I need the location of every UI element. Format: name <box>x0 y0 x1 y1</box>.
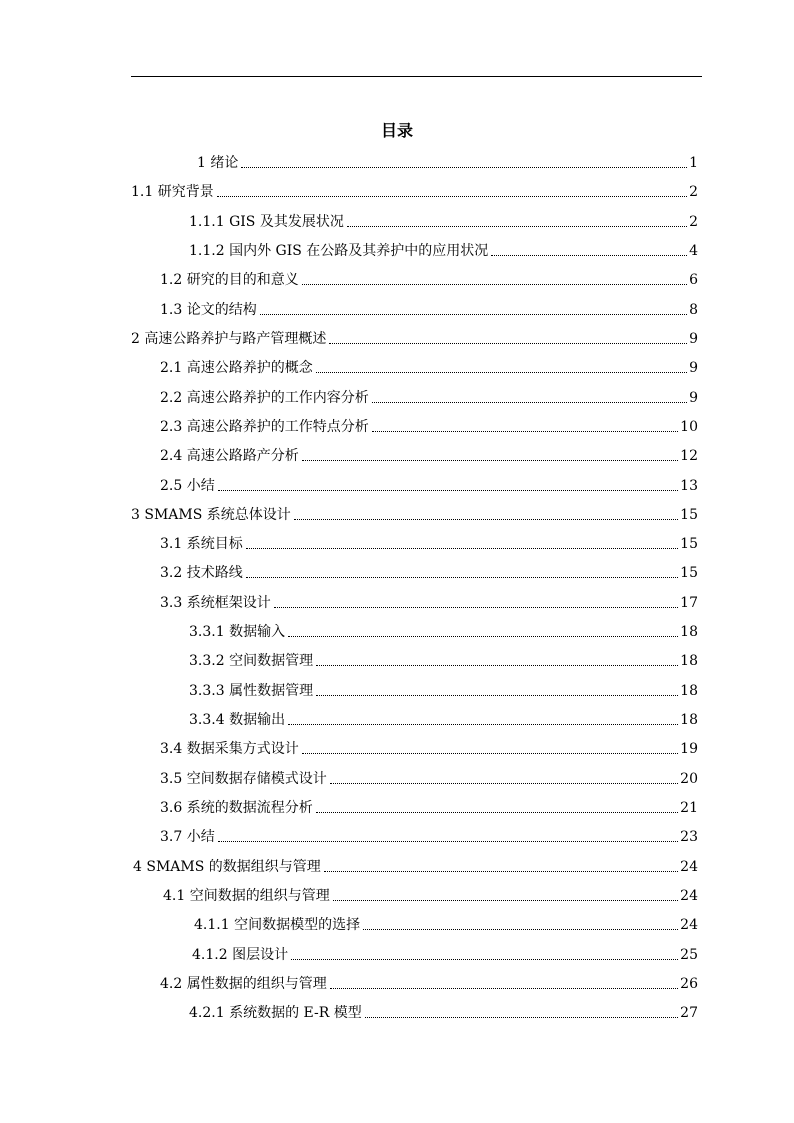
toc-entry[interactable] <box>160 560 698 582</box>
toc-entry-page-number: 19 <box>680 741 698 758</box>
toc-entry-label: 2 高速公路养护与路产管理概述 <box>131 330 327 347</box>
toc-dot-leader <box>324 871 678 872</box>
toc-entry-label: 4.1.1 空间数据模型的选择 <box>194 917 361 934</box>
toc-entry-label: 3.5 空间数据存储模式设计 <box>160 770 327 787</box>
toc-entry-page-number: 24 <box>680 888 698 904</box>
toc-dot-leader <box>333 900 678 901</box>
toc-entry[interactable] <box>192 942 698 964</box>
toc-entry[interactable] <box>194 912 698 934</box>
toc-dot-leader <box>316 372 687 373</box>
toc-entry-label: 4 SMAMS 的数据组织与管理 <box>133 858 321 875</box>
toc-entry[interactable] <box>189 707 698 729</box>
toc-entry-page-number: 6 <box>689 272 698 289</box>
toc-entry[interactable] <box>160 297 698 319</box>
toc-entry-page-number: 18 <box>680 653 698 670</box>
toc-entry-page-number: 23 <box>680 829 698 846</box>
toc-entry-page-number: 9 <box>689 330 698 347</box>
toc-entry-label: 4.1.2 图层设计 <box>192 946 289 963</box>
toc-entry[interactable] <box>189 209 698 231</box>
toc-entry-label: 3.7 小结 <box>160 829 215 846</box>
toc-entry-label: 4.2.1 系统数据的 E-R 模型 <box>189 1005 362 1022</box>
toc-entry[interactable] <box>133 854 698 876</box>
toc-entry-label: 2.3 高速公路养护的工作特点分析 <box>160 418 369 435</box>
toc-entry[interactable] <box>189 648 698 670</box>
toc-entry-page-number: 18 <box>680 624 698 641</box>
toc-entry-label: 3.3.1 数据输入 <box>189 624 286 641</box>
toc-entry-page-number: 9 <box>689 360 698 377</box>
toc-entry-page-number: 27 <box>680 1005 698 1022</box>
toc-dot-leader <box>246 577 678 578</box>
toc-dot-leader <box>365 1017 678 1018</box>
toc-entry-page-number: 15 <box>680 536 698 553</box>
toc-entry-page-number: 1 <box>689 155 698 171</box>
toc-entry[interactable] <box>160 766 698 788</box>
toc-entry[interactable] <box>160 355 698 377</box>
toc-entry-label: 1.1 研究背景 <box>131 184 214 201</box>
toc-dot-leader <box>330 783 678 784</box>
toc-entry-label: 3.3 系统框架设计 <box>160 594 271 611</box>
toc-entry[interactable] <box>160 414 698 436</box>
toc-entry-page-number: 20 <box>680 770 698 787</box>
toc-entry[interactable] <box>160 473 698 495</box>
toc-entry[interactable] <box>160 385 698 407</box>
toc-dot-leader <box>302 460 678 461</box>
toc-entry-page-number: 26 <box>680 975 698 992</box>
toc-entry-label: 4.1 空间数据的组织与管理 <box>163 888 330 904</box>
toc-dot-leader <box>329 343 687 344</box>
toc-entry[interactable] <box>163 883 698 905</box>
toc-entry-page-number: 15 <box>680 565 698 582</box>
toc-dot-leader <box>302 284 687 285</box>
toc-dot-leader <box>291 959 678 960</box>
toc-entry[interactable] <box>131 326 698 348</box>
toc-entry-page-number: 12 <box>680 448 698 465</box>
toc-entry-page-number: 18 <box>680 682 698 699</box>
toc-entry-page-number: 2 <box>689 213 698 230</box>
toc-entry-page-number: 21 <box>680 800 698 817</box>
toc-entry[interactable] <box>160 824 698 846</box>
toc-entry-label: 3.6 系统的数据流程分析 <box>160 800 313 817</box>
toc-entry[interactable] <box>160 267 698 289</box>
toc-entry-page-number: 24 <box>680 917 698 934</box>
toc-entry-label: 1.2 研究的目的和意义 <box>160 272 299 289</box>
toc-dot-leader <box>372 402 687 403</box>
toc-entry-label: 3.3.2 空间数据管理 <box>189 653 314 670</box>
toc-entry-label: 1 绪论 <box>197 155 239 171</box>
toc-entry-label: 1.1.1 GIS 及其发展状况 <box>189 213 344 230</box>
toc-dot-leader <box>372 431 678 432</box>
toc-entry-label: 2.4 高速公路路产分析 <box>160 448 299 465</box>
toc-entry-page-number: 2 <box>689 184 698 201</box>
toc-entry[interactable] <box>131 179 698 201</box>
toc-entry-label: 3.3.4 数据输出 <box>189 712 286 729</box>
toc-dot-leader <box>491 255 687 256</box>
toc-dot-leader <box>316 665 678 666</box>
toc-entry[interactable] <box>160 531 698 553</box>
toc-dot-leader <box>274 607 678 608</box>
toc-entry-page-number: 24 <box>680 858 698 875</box>
toc-dot-leader <box>260 314 687 315</box>
toc-entry-label: 2.2 高速公路养护的工作内容分析 <box>160 389 369 406</box>
toc-entry-page-number: 10 <box>680 418 698 435</box>
toc-entry-page-number: 8 <box>689 301 698 318</box>
toc-entry-page-number: 25 <box>680 946 698 963</box>
toc-entry-page-number: 15 <box>680 506 698 523</box>
toc-entry-page-number: 17 <box>680 594 698 611</box>
toc-entry[interactable] <box>189 678 698 700</box>
toc-dot-leader <box>288 724 678 725</box>
toc-dot-leader <box>217 196 687 197</box>
toc-entry-page-number: 4 <box>689 242 698 259</box>
toc-entry-label: 2.1 高速公路养护的概念 <box>160 360 313 377</box>
toc-entry[interactable] <box>160 795 698 817</box>
toc-dot-leader <box>316 812 678 813</box>
toc-dot-leader <box>241 167 687 168</box>
toc-entry-page-number: 9 <box>689 389 698 406</box>
toc-entry-page-number: 13 <box>680 477 698 494</box>
toc-entry-page-number: 18 <box>680 712 698 729</box>
toc-entry-label: 3 SMAMS 系统总体设计 <box>131 506 291 523</box>
toc-entry[interactable] <box>160 971 698 993</box>
toc-dot-leader <box>218 841 678 842</box>
toc-dot-leader <box>347 226 687 227</box>
toc-dot-leader <box>288 636 678 637</box>
toc-entry-label: 3.2 技术路线 <box>160 565 243 582</box>
toc-entry[interactable] <box>197 150 698 172</box>
toc-entry[interactable] <box>189 238 698 260</box>
toc-entry[interactable] <box>131 502 698 524</box>
toc-dot-leader <box>316 695 678 696</box>
toc-dot-leader <box>246 548 678 549</box>
toc-entry[interactable] <box>189 619 698 641</box>
toc-entry-label: 2.5 小结 <box>160 477 215 494</box>
toc-entry-label: 3.3.3 属性数据管理 <box>189 682 314 699</box>
toc-entry-label: 3.4 数据采集方式设计 <box>160 741 299 758</box>
toc-entry-label: 4.2 属性数据的组织与管理 <box>160 975 327 992</box>
toc-dot-leader <box>363 929 678 930</box>
toc-entry-label: 1.3 论文的结构 <box>160 301 257 318</box>
toc-entry-label: 1.1.2 国内外 GIS 在公路及其养护中的应用状况 <box>189 242 489 259</box>
toc-dot-leader <box>302 753 678 754</box>
toc-dot-leader <box>330 988 678 989</box>
toc-entry-label: 3.1 系统目标 <box>160 536 243 553</box>
toc-entry[interactable] <box>160 590 698 612</box>
toc-entry[interactable] <box>189 1000 698 1022</box>
toc-dot-leader <box>218 490 678 491</box>
toc-entry[interactable] <box>160 736 698 758</box>
toc-entry[interactable] <box>160 443 698 465</box>
toc-title: 目录 <box>380 121 413 140</box>
toc-dot-leader <box>294 519 678 520</box>
